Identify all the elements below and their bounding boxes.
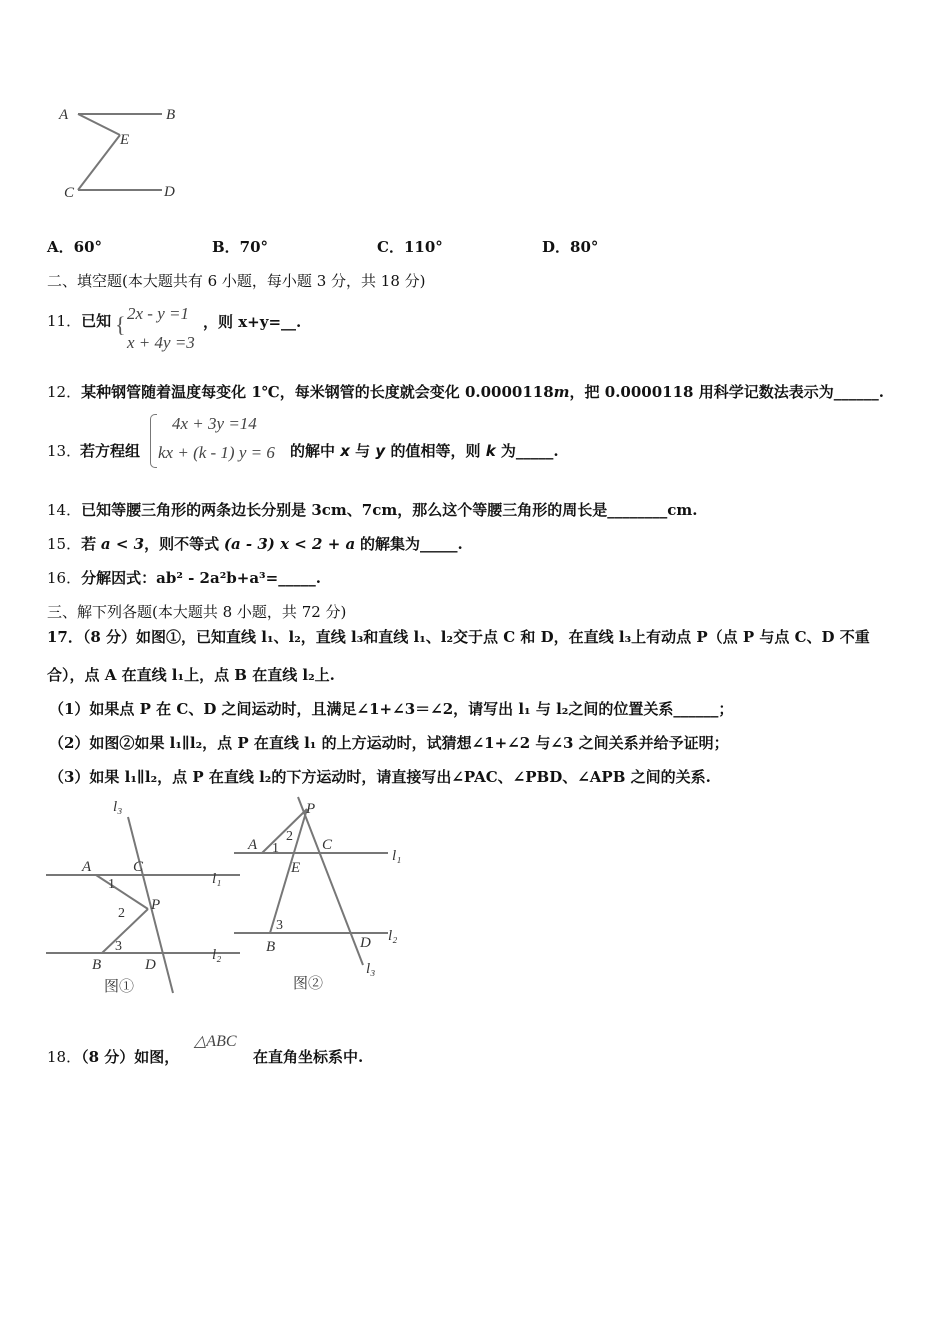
- q11-suffix: ，则 x+y=__.: [203, 313, 302, 331]
- q11-num: 11．: [47, 312, 82, 330]
- q16: [47, 567, 321, 588]
- q13-brace: [150, 414, 157, 468]
- q16-prefix: 分解因式：: [81, 569, 157, 587]
- q16-num: 16．: [47, 569, 82, 587]
- q15-middle: ，则不等式: [144, 535, 220, 553]
- section2-title: 二、填空题(本大题共有 6 小题，每小题 3 分，共 18 分): [47, 272, 426, 290]
- q18-num: 18．: [47, 1048, 82, 1066]
- fig1-label-a: A: [82, 859, 92, 875]
- q17-part2: （2）如图②如果 l₁∥l₂，点 P 在直线 l₁ 的上方运动时，试猜想∠1+∠2 与∠3 之间关系并给予证明；: [49, 734, 729, 752]
- q13-eq2: kx + (k - 1) y = 6: [158, 443, 275, 462]
- q13-middle3: 的值相等，则: [390, 442, 481, 460]
- q12: [47, 381, 884, 402]
- q11-eq2: x + 4y =3: [127, 333, 195, 352]
- q15-ineq: (a - 3) x < 2 + a: [223, 535, 356, 553]
- fig1-caption: 图①: [104, 979, 135, 995]
- q12-text: 某种钢管随着温度每变化 1℃，每米钢管的长度就会变化 0.0000118: [81, 383, 554, 401]
- q18-triangle: △ABC: [194, 1033, 237, 1050]
- q11-eq1: 2x - y =1: [127, 304, 189, 323]
- q18-suffix: 在直角坐标系中.: [253, 1048, 364, 1066]
- fig2-label-a: A: [248, 837, 258, 853]
- choice-b: B．70°: [212, 238, 269, 256]
- fig1-label-l1: l₁: [212, 871, 222, 887]
- q15-num: 15．: [47, 535, 82, 553]
- q15-suffix: 的解集为_____.: [360, 535, 463, 553]
- fig2-label-c: C: [322, 837, 333, 853]
- q13-suffix: 为_____.: [500, 442, 559, 460]
- label-b: B: [166, 107, 176, 123]
- q15: [47, 533, 463, 554]
- fig1-seg-ap: [96, 875, 148, 909]
- q11-prefix: 已知: [81, 312, 112, 330]
- label-a: A: [59, 107, 69, 123]
- choice-d: D．80°: [542, 238, 599, 256]
- q12-text2: ，把 0.0000118 用科学记数法表示为______.: [569, 383, 884, 401]
- fig2-label-l3: l₃: [366, 961, 376, 977]
- q13-eq1: 4x + 3y =14: [172, 414, 257, 433]
- label-d: D: [164, 184, 175, 200]
- fig1-seg-pb: [102, 909, 148, 953]
- fig2-num-1: 1: [272, 841, 279, 856]
- q15-cond: a < 3: [100, 535, 145, 553]
- q16-expr: ab² - 2a²b+a³=_____.: [156, 569, 321, 587]
- q14-text: 已知等腰三角形的两条边长分别是 3cm、7cm，那么这个等腰三角形的周长是________cm.: [81, 501, 698, 519]
- fig2-label-l2: l₂: [388, 928, 398, 944]
- q18: [47, 1046, 179, 1067]
- figure-ab-cd: [50, 100, 190, 200]
- q18-score: （8 分）如图，: [81, 1048, 180, 1066]
- q13-var-k: k: [485, 442, 496, 460]
- label-e: E: [120, 132, 130, 148]
- fig2-label-d: D: [360, 935, 371, 951]
- q12-unit: m: [553, 383, 570, 401]
- q13-var-y: y: [375, 442, 386, 460]
- q17-part3: （3）如果 l₁∥l₂，点 P 在直线 l₂的下方运动时，请直接写出∠PAC、∠PBD、∠APB 之间的关系.: [49, 768, 711, 786]
- q14-num: 14．: [47, 501, 82, 519]
- fig1-label-d: D: [145, 957, 156, 973]
- q12-num: 12．: [47, 383, 82, 401]
- q17-line1: 17．（8 分）如图①，已知直线 l₁、l₂，直线 l₃和直线 l₁、l₂交于点 C 和 D，在直线 l₃上有动点 P（点 P 与点 C、D 不重: [47, 628, 870, 646]
- fig1-num-1: 1: [108, 877, 115, 892]
- figure-2: [230, 795, 410, 1005]
- choice-a: A．60°: [47, 238, 103, 256]
- fig1-label-l3: l₃: [113, 799, 123, 815]
- fig2-label-l1: l₁: [392, 848, 402, 864]
- q11: [47, 310, 111, 331]
- fig2-num-2: 2: [286, 829, 293, 844]
- fig1-label-l2: l₂: [212, 947, 222, 963]
- q13-rest: [290, 440, 559, 461]
- section3-title: 三、解下列各题(本大题共 8 小题，共 72 分): [47, 603, 347, 621]
- fig1-label-c: C: [133, 859, 144, 875]
- fig2-label-b: B: [266, 939, 276, 955]
- fig2-caption: 图②: [293, 976, 324, 992]
- fig1-label-p: P: [151, 897, 161, 913]
- figure-1: [40, 795, 240, 1005]
- q11-brace: {: [115, 312, 126, 337]
- fig1-num-3: 3: [115, 939, 122, 954]
- q13-prefix: 若方程组: [80, 442, 141, 460]
- q13-num: 13．: [47, 442, 82, 460]
- fig1-num-2: 2: [118, 906, 125, 921]
- q13-middle2: 与: [355, 442, 371, 460]
- q17-line2: 合），点 A 在直线 l₁上，点 B 在直线 l₂上.: [47, 666, 335, 684]
- q13-var-x: x: [340, 442, 350, 460]
- label-c: C: [64, 185, 75, 201]
- fig2-num-3: 3: [276, 918, 283, 933]
- choice-c: C．110°: [377, 238, 443, 256]
- q13-middle1: 的解中: [290, 442, 336, 460]
- q15-prefix: 若: [81, 535, 97, 553]
- fig2-label-e: E: [291, 860, 301, 876]
- fig2-label-p: P: [306, 801, 316, 817]
- q14: [47, 499, 697, 520]
- fig2-line-l3: [298, 797, 363, 965]
- q17-part1: （1）如果点 P 在 C、D 之间运动时，且满足∠1+∠3＝∠2，请写出 l₁ 与 l₂之间的位置关系______；: [49, 700, 734, 718]
- fig1-label-b: B: [92, 957, 102, 973]
